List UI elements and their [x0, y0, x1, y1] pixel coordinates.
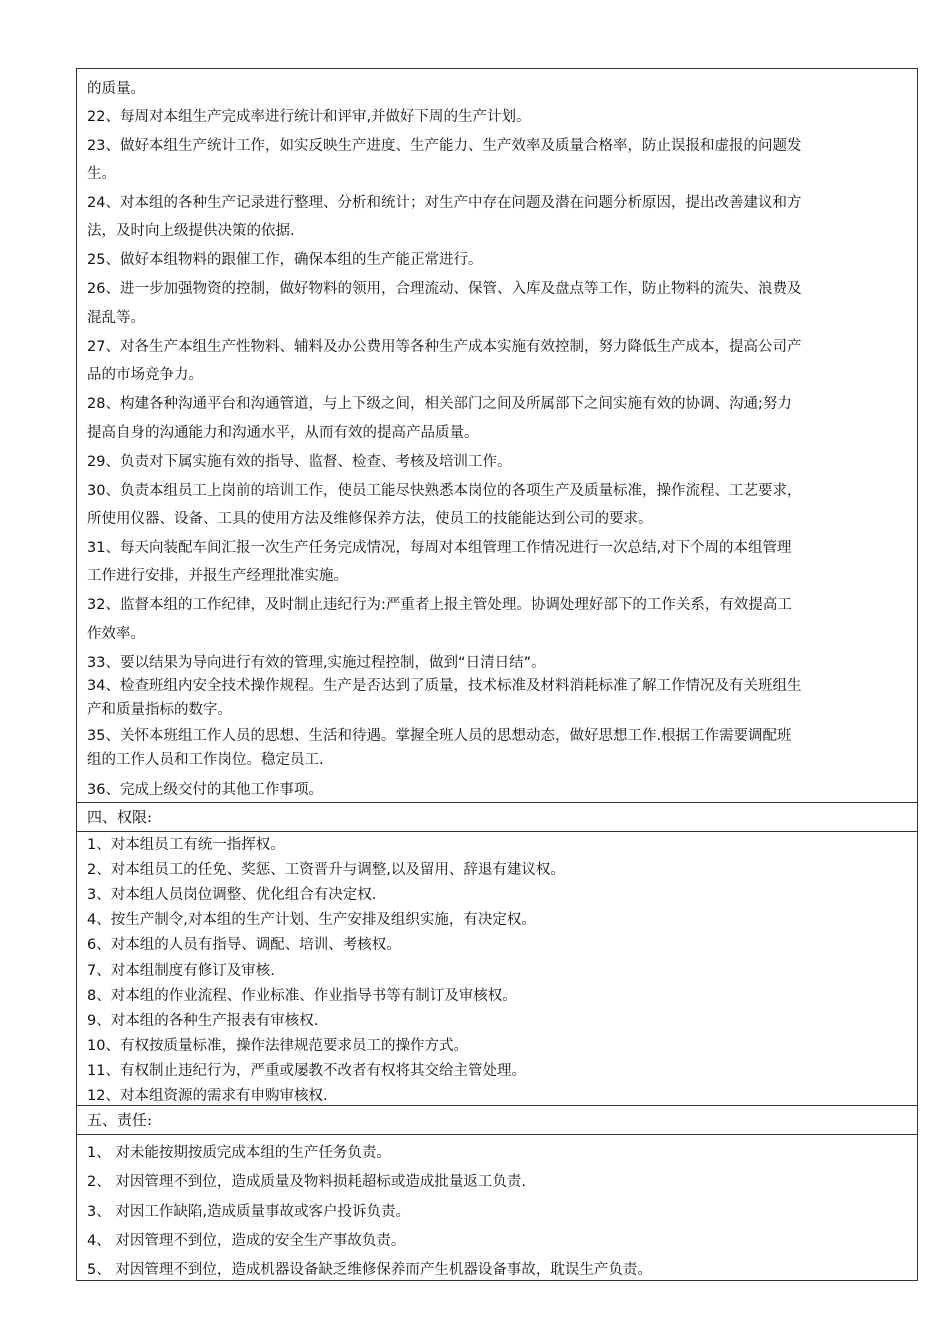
authority-line: 11、有权制止违纪行为，严重或屡教不改者有权将其交给主管处理。 [87, 1063, 526, 1079]
duties-line: 作效率。 [87, 626, 145, 642]
duties-line: 25、做好本组物料的跟催工作，确保本组的生产能正常进行。 [87, 252, 483, 268]
authority-line: 8、对本组的作业流程、作业标准、作业指导书等有制订及审核权。 [87, 988, 517, 1004]
document-table [76, 68, 918, 1281]
duties-line: 产和质量指标的数字。 [87, 702, 232, 718]
duties-line: 26、进一步加强物资的控制，做好物料的领用，合理流动、保管、入库及盘点等工作，防止物料的流失、浪费及 [87, 281, 802, 297]
responsibility-heading: 五、责任: [87, 1111, 153, 1129]
duties-line: 30、负责本组员工上岗前的培训工作，使员工能尽快熟悉本岗位的各项生产及质量标准，操作流程、工艺要求， [87, 483, 802, 499]
duties-line: 28、构建各种沟通平台和沟通管道，与上下级之间，相关部门之间及所属部下之间实施有效的协调、沟通;努力 [87, 396, 792, 412]
authority-line: 7、对本组制度有修订及审核. [87, 963, 275, 979]
authority-line: 10、有权按质量标准，操作法律规范要求员工的操作方式。 [87, 1038, 468, 1054]
duties-line: 36、完成上级交付的其他工作事项。 [87, 782, 323, 798]
authority-line: 1、对本组员工有统一指挥权。 [87, 837, 285, 853]
duties-line: 22、每周对本组生产完成率进行统计和评审,并做好下周的生产计划。 [87, 109, 531, 125]
duties-line: 组的工作人员和工作岗位。稳定员工. [87, 752, 324, 768]
duties-line: 的质量。 [87, 81, 145, 97]
duties-line: 31、每天向装配车间汇报一次生产任务完成情况，每周对本组管理工作情况进行一次总结,对下个周的本组管理 [87, 540, 792, 556]
authority-line: 3、对本组人员岗位调整、优化组合有决定权. [87, 887, 377, 903]
duties-line: 生。 [87, 166, 116, 182]
responsibility-line: 2、 对因管理不到位，造成质量及物料损耗超标或造成批量返工负责. [87, 1174, 526, 1190]
duties-line: 32、监督本组的工作纪律，及时制止违纪行为:严重者上报主管处理。协调处理好部下的工作关系，有效提高工 [87, 597, 792, 613]
responsibility-line: 3、 对因工作缺陷,造成质量事故或客户投诉负责。 [87, 1204, 410, 1220]
responsibility-line: 4、 对因管理不到位，造成的安全生产事故负责。 [87, 1233, 406, 1249]
authority-line: 2、对本组员工的任免、奖惩、工资晋升与调整,以及留用、辞退有建议权。 [87, 862, 565, 878]
authority-line: 9、对本组的各种生产报表有审核权. [87, 1013, 319, 1029]
responsibility-line: 1、 对未能按期按质完成本组的生产任务负责。 [87, 1145, 391, 1161]
duties-section [77, 69, 917, 802]
duties-line: 23、做好本组生产统计工作，如实反映生产进度、生产能力、生产效率及质量合格率，防止误报和虚报的问题发 [87, 138, 802, 154]
authority-section [77, 832, 917, 1105]
authority-heading: 四、权限: [87, 808, 153, 826]
authority-line: 6、对本组的人员有指导、调配、培训、考核权。 [87, 937, 401, 953]
duties-line: 33、要以结果为导向进行有效的管理,实施过程控制，做到“日清日结”。 [87, 655, 546, 671]
duties-line: 品的市场竞争力。 [87, 367, 203, 383]
authority-heading-row [77, 802, 917, 832]
duties-line: 法，及时向上级提供决策的依据. [87, 223, 295, 239]
duties-line: 所使用仪器、设备、工具的使用方法及维修保养方法，使员工的技能能达到公司的要求。 [87, 511, 653, 527]
authority-line: 4、按生产制令,对本组的生产计划、生产安排及组织实施，有决定权。 [87, 912, 536, 928]
responsibility-line: 5、 对因管理不到位，造成机器设备缺乏维修保养而产生机器设备事故，耽误生产负责。 [87, 1262, 652, 1278]
responsibility-heading-row [77, 1105, 917, 1135]
duties-line: 29、负责对下属实施有效的指导、监督、检查、考核及培训工作。 [87, 454, 512, 470]
duties-line: 35、关怀本班组工作人员的思想、生活和待遇。掌握全班人员的思想动态，做好思想工作.根据工作需要调配班 [87, 728, 792, 744]
duties-line: 工作进行安排，并报生产经理批准实施。 [87, 568, 348, 584]
duties-line: 提高自身的沟通能力和沟通水平，从而有效的提高产品质量。 [87, 425, 479, 441]
responsibility-section [77, 1135, 917, 1282]
duties-line: 混乱等。 [87, 310, 145, 326]
authority-line: 12、对本组资源的需求有申购审核权. [87, 1088, 328, 1104]
duties-line: 24、对本组的各种生产记录进行整理、分析和统计；对生产中存在问题及潜在问题分析原因，提出改善建议和方 [87, 195, 802, 211]
duties-line: 34、检查班组内安全技术操作规程。生产是否达到了质量，技术标准及材料消耗标准了解工作情况及有关班组生 [87, 678, 802, 694]
duties-line: 27、对各生产本组生产性物料、辅料及办公费用等各种生产成本实施有效控制，努力降低生产成本，提高公司产 [87, 339, 802, 355]
